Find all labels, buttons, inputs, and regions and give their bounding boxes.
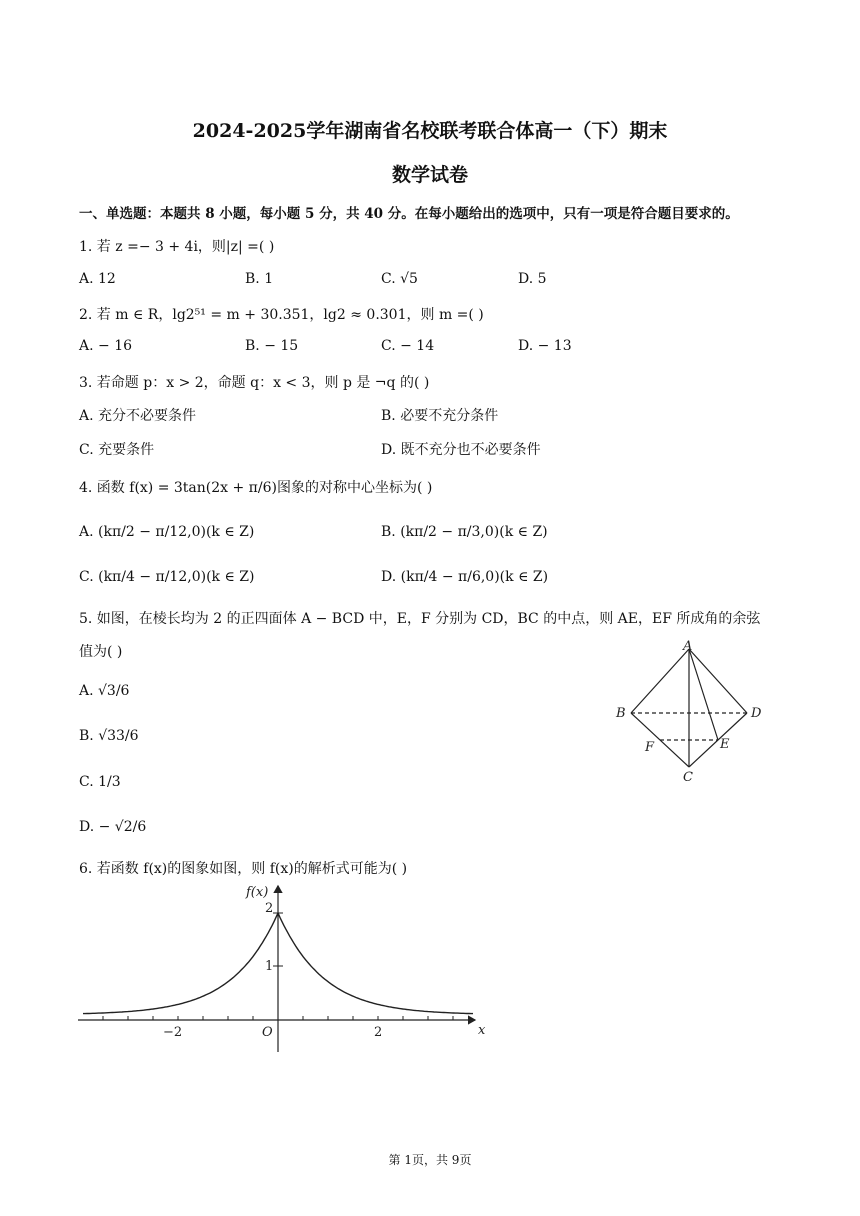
tetrahedron-figure <box>610 636 780 786</box>
q1-option-b: B. 1 <box>245 271 274 287</box>
question-3-stem: 3. 若命题 p：x > 2，命题 q：x < 3，则 p 是 ¬q 的( ) <box>79 375 430 391</box>
y-tick-label-1: 1 <box>265 959 274 974</box>
segment-ae <box>689 649 718 740</box>
q3-option-b: B. 必要不充分条件 <box>381 408 499 424</box>
label-d: D <box>751 706 762 721</box>
label-a: A <box>683 639 693 654</box>
q1-option-a: A. 12 <box>79 271 116 287</box>
q2-option-a: A. − 16 <box>79 338 133 354</box>
label-c: C <box>683 770 693 785</box>
question-4-stem: 4. 函数 f(x) = 3tan(2x + π/6)图象的对称中心坐标为( ) <box>79 480 433 496</box>
q1-option-c: C. √5 <box>381 271 418 287</box>
y-axis-label: f(x) <box>246 885 269 900</box>
edge-ad <box>689 649 747 713</box>
page-title: 2024-2025学年湖南省名校联考联合体高一（下）期末 <box>192 120 668 142</box>
function-graph <box>70 876 500 1061</box>
q3-option-a: A. 充分不必要条件 <box>79 408 197 424</box>
section-heading: 一、单选题：本题共 8 小题，每小题 5 分，共 40 分。在每小题给出的选项中，只有一项是符合题目要求的。 <box>79 206 739 222</box>
question-2-stem: 2. 若 m ∈ R，lg2⁵¹ = m + 30.351，lg2 ≈ 0.301，则 m =( ) <box>79 307 484 323</box>
q5-option-b: B. √33/6 <box>79 728 139 744</box>
q2-option-d: D. − 13 <box>518 338 572 354</box>
label-f: F <box>645 740 655 755</box>
origin-label: O <box>262 1025 273 1040</box>
question-5-stem: 5. 如图，在棱长均为 2 的正四面体 A − BCD 中，E，F 分别为 CD，BC 的中点，则 AE，EF 所成角的余弦 <box>79 611 761 627</box>
q3-option-c: C. 充要条件 <box>79 442 155 458</box>
q5-option-a: A. √3/6 <box>79 683 130 699</box>
q2-option-b: B. − 15 <box>245 338 299 354</box>
page-subtitle: 数学试卷 <box>391 164 468 186</box>
q2-option-c: C. − 14 <box>381 338 435 354</box>
question-1-stem: 1. 若 z =− 3 + 4i，则|z| =( ) <box>79 239 275 255</box>
q5-option-c: C. 1/3 <box>79 774 121 790</box>
q4-option-c: C. (kπ/4 − π/12,0)(k ∈ Z) <box>79 569 255 585</box>
question-6-stem: 6. 若函数 f(x)的图象如图，则 f(x)的解析式可能为( ) <box>79 861 408 877</box>
page-footer: 第 1页，共 9页 <box>388 1153 472 1167</box>
edge-ab <box>631 649 689 713</box>
y-tick-label-2: 2 <box>265 901 274 916</box>
q1-option-d: D. 5 <box>518 271 547 287</box>
q4-option-a: A. (kπ/2 − π/12,0)(k ∈ Z) <box>79 524 255 540</box>
label-b: B <box>616 706 626 721</box>
x-tick-label-2: 2 <box>374 1025 383 1040</box>
x-axis-label: x <box>478 1023 486 1038</box>
question-5-stem-cont: 值为( ) <box>79 644 123 660</box>
q5-option-d: D. − √2/6 <box>79 819 147 835</box>
label-e: E <box>720 737 730 752</box>
q3-option-d: D. 既不充分也不必要条件 <box>381 442 541 458</box>
x-tick-label-neg2: −2 <box>163 1025 183 1040</box>
q4-option-b: B. (kπ/2 − π/3,0)(k ∈ Z) <box>381 524 548 540</box>
q4-option-d: D. (kπ/4 − π/6,0)(k ∈ Z) <box>381 569 549 585</box>
